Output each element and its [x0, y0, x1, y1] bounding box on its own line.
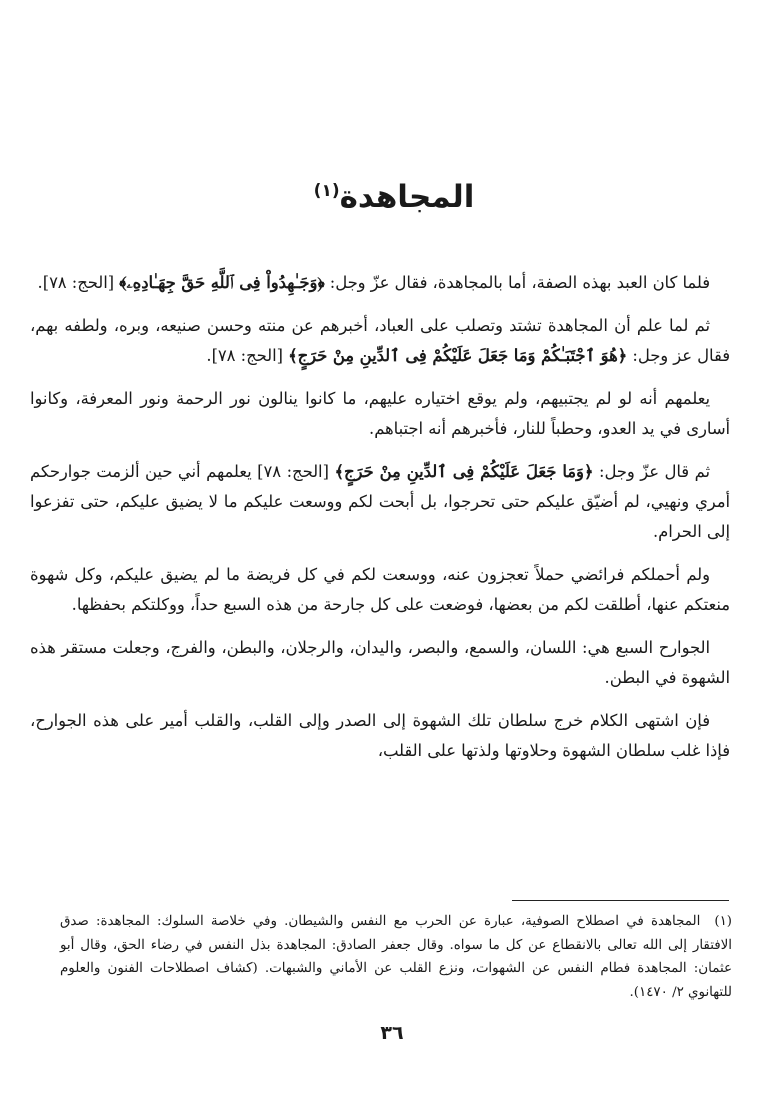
footnote-divider — [512, 900, 729, 901]
paragraph — [30, 706, 730, 766]
paragraph-text: [الحج: ٧٨]. — [37, 273, 120, 292]
chapter-title — [0, 172, 784, 222]
paragraph-text: ولم أحملكم فرائضي حملاً تعجزون عنه، ووسعت لكم في كل فريضة ما لم يضيق عليكم، وكل شهوة منعتكم عنها، أطلقت لكم من بعضها، فوضعت على كل جارحة من هذه السبع حداً، ووكلتكم بحفظها. — [30, 565, 730, 614]
quran-verse: ﴿هُوَ ٱجْتَبَـٰكُمْ وَمَا جَعَلَ عَلَيْكُمْ فِى ٱلدِّينِ مِنْ حَرَجٍ﴾ — [288, 346, 628, 365]
footnote-number: (١) — [714, 914, 732, 929]
paragraph — [30, 384, 730, 444]
quran-verse: ﴿وَجَـٰهِدُواْ فِى ٱللَّهِ حَقَّ جِهَـٰادِهِۦ﴾ — [119, 273, 325, 292]
paragraph-text: الجوارح السبع هي: اللسان، والسمع، والبصر، واليدان، والرجلان، والبطن، والفرج، وجعلت مستقر هذه الشهوة في البطن. — [30, 638, 730, 687]
paragraph-text: [الحج: ٧٨] يعلمهم أني حين ألزمت جوارحكم أمري ونهيي، لم أضيّق عليكم حتى تحرجوا، بل أبحت لكم ووسعت عليكم ما لا يضيق عليكم، حتى تفزعوا إلى الحرام. — [30, 462, 730, 541]
footnote — [60, 910, 732, 1004]
paragraph — [30, 457, 730, 547]
page-number: ٣٦ — [380, 1022, 404, 1044]
paragraph-text: يعلمهم أنه لو لم يجتبيهم، ولم يوقع اختياره عليهم، ما كانوا ينالون نور الرحمة ونور المعرفة، وكانوا أسارى في يد العدو، وحطباً للنار، فأخبرهم أنه اجتباهم. — [30, 389, 730, 438]
paragraph — [30, 268, 730, 298]
paragraph — [30, 311, 730, 371]
paragraph-text: ثم قال عزّ وجل: — [593, 462, 710, 481]
paragraph-text: ثم لما علم أن المجاهدة تشتد وتصلب على العباد، أخبرهم عن منته وحسن صنيعه، وبره، ولطفه بهم، فقال عز وجل: — [30, 316, 730, 365]
quran-verse: ﴿وَمَا جَعَلَ عَلَيْكُمْ فِى ٱلدِّينِ مِنْ حَرَجٍ﴾ — [334, 462, 594, 481]
paragraph — [30, 560, 730, 620]
footnote-marker: (١) — [313, 181, 340, 201]
chapter-title-text: المجاهدة — [339, 179, 475, 215]
body-text — [30, 268, 730, 779]
paragraph-text: فإن اشتهى الكلام خرج سلطان تلك الشهوة إلى الصدر وإلى القلب، والقلب أمير على هذه الجوارح، فإذا غلب سلطان الشهوة وحلاوتها ولذتها على القلب، — [30, 711, 730, 760]
footnote-text: المجاهدة في اصطلاح الصوفية، عبارة عن الحرب مع النفس والشيطان. وفي خلاصة السلوك: المجاهدة: صدق الافتقار إلى الله تعالى بالانقطاع عن كل ما سواه. وقال جعفر الصادق: المجاهدة بذل النفس في رضاء الحق، وقال أبو عثمان: المجاهدة فطام النفس عن الشهوات، ونزع القلب عن الأماني والشبهات. (كشاف اصطلاحات الفنون والعلوم للتهانوي ٢/ ١٤٧٠). — [60, 914, 732, 1000]
paragraph-text: فلما كان العبد بهذه الصفة، أما بالمجاهدة، فقال عزّ وجل: — [324, 273, 710, 292]
paragraph-text: [الحج: ٧٨]. — [206, 346, 289, 365]
paragraph — [30, 633, 730, 693]
